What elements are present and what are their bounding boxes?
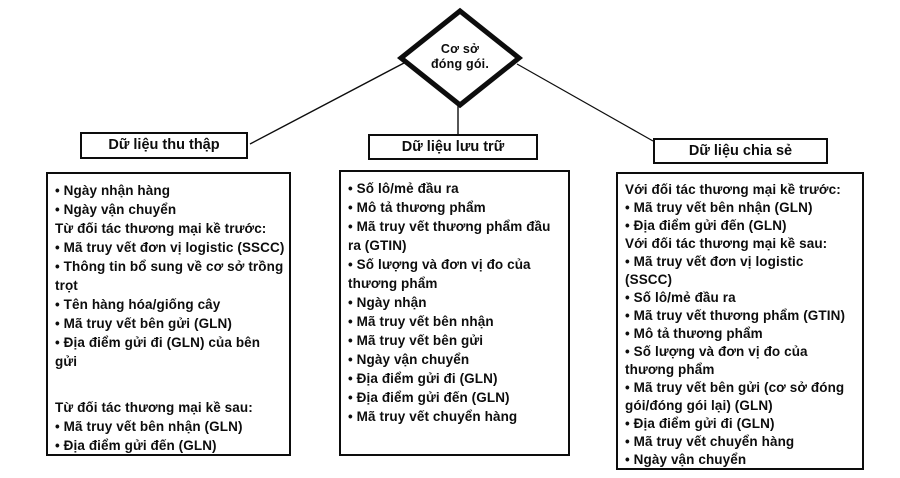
diamond-label-line2: đóng gói. bbox=[430, 57, 490, 71]
header-data-stored: Dữ liệu lưu trữ bbox=[368, 134, 538, 160]
header-data-collected: Dữ liệu thu thập bbox=[80, 132, 248, 159]
list-item: • Mô tả thương phẩm bbox=[348, 200, 486, 215]
list-item: • Mã truy vết chuyển hàng bbox=[348, 409, 518, 424]
list-item: • Ngày nhận hàng bbox=[55, 183, 171, 198]
packaging-facility-label bbox=[402, 42, 518, 72]
list-item: • Mã truy vết đơn vị logistic (SSCC) bbox=[55, 240, 285, 255]
shared-data-list-box bbox=[616, 172, 864, 470]
list-item: • Ngày vận chuyển bbox=[625, 452, 747, 467]
list-item: thương phẩm bbox=[625, 362, 715, 377]
list-item: • Thông tin bổ sung về cơ sở trồng bbox=[55, 259, 284, 274]
list-item: Với đối tác thương mại kề sau: bbox=[625, 236, 828, 251]
list-item: • Mã truy vết thương phẩm đầu bbox=[348, 219, 551, 234]
list-item: • Số lượng và đơn vị đo của bbox=[348, 257, 531, 272]
stored-data-list-box bbox=[339, 170, 570, 456]
list-item: trọt bbox=[55, 278, 78, 293]
list-item: • Mã truy vết thương phẩm (GTIN) bbox=[625, 308, 846, 323]
list-item: thương phẩm bbox=[348, 276, 438, 291]
list-item: • Ngày nhận bbox=[348, 295, 427, 310]
list-item: • Số lô/mẻ đầu ra bbox=[348, 181, 459, 196]
list-item: • Mã truy vết đơn vị logistic bbox=[625, 254, 804, 269]
list-item: • Mã truy vết bên nhận (GLN) bbox=[55, 419, 243, 434]
connector-right-line bbox=[517, 64, 653, 141]
list-item: gói/đóng gói lại) (GLN) bbox=[625, 398, 773, 413]
list-item: Từ đối tác thương mại kề trước: bbox=[55, 221, 267, 236]
list-item: ra (GTIN) bbox=[348, 238, 407, 253]
list-item: • Địa điểm gửi đi (GLN) bbox=[625, 416, 775, 431]
list-item: • Địa điểm gửi đến (GLN) bbox=[348, 390, 510, 405]
list-item: • Địa điểm gửi đi (GLN) bbox=[348, 371, 498, 386]
collected-data-list-box bbox=[46, 172, 291, 456]
list-item: • Mô tả thương phẩm bbox=[625, 326, 763, 341]
list-item: gửi bbox=[55, 354, 78, 369]
diamond-label-line1: Cơ sở bbox=[440, 42, 480, 56]
list-item: • Ngày vận chuyển bbox=[55, 202, 177, 217]
list-item: Từ đối tác thương mại kề sau: bbox=[55, 400, 253, 415]
list-item: • Tên hàng hóa/giống cây bbox=[55, 297, 221, 312]
list-item: • Mã truy vết bên nhận (GLN) bbox=[625, 200, 813, 215]
list-item: • Địa điểm gửi đến (GLN) bbox=[55, 438, 217, 453]
list-item: Với đối tác thương mại kề trước: bbox=[625, 182, 841, 197]
connector-left-line bbox=[250, 63, 404, 144]
header-data-shared: Dữ liệu chia sẻ bbox=[653, 138, 828, 164]
list-item: • Mã truy vết bên nhận bbox=[348, 314, 494, 329]
list-item: • Mã truy vết bên gửi bbox=[348, 333, 484, 348]
list-item: • Số lượng và đơn vị đo của bbox=[625, 344, 808, 359]
list-item: • Mã truy vết bên gửi (GLN) bbox=[55, 316, 232, 331]
list-item: • Mã truy vết chuyển hàng bbox=[625, 434, 795, 449]
list-item bbox=[55, 371, 284, 398]
list-item: (SSCC) bbox=[625, 272, 673, 287]
list-item: • Mã truy vết bên gửi (cơ sở đóng bbox=[625, 380, 845, 395]
list-item: • Địa điểm gửi đến (GLN) bbox=[625, 218, 787, 233]
list-item: • Địa điểm gửi đi (GLN) của bên bbox=[55, 335, 261, 350]
list-item: • Số lô/mẻ đầu ra bbox=[625, 290, 736, 305]
list-item: • Ngày vận chuyển bbox=[348, 352, 470, 367]
